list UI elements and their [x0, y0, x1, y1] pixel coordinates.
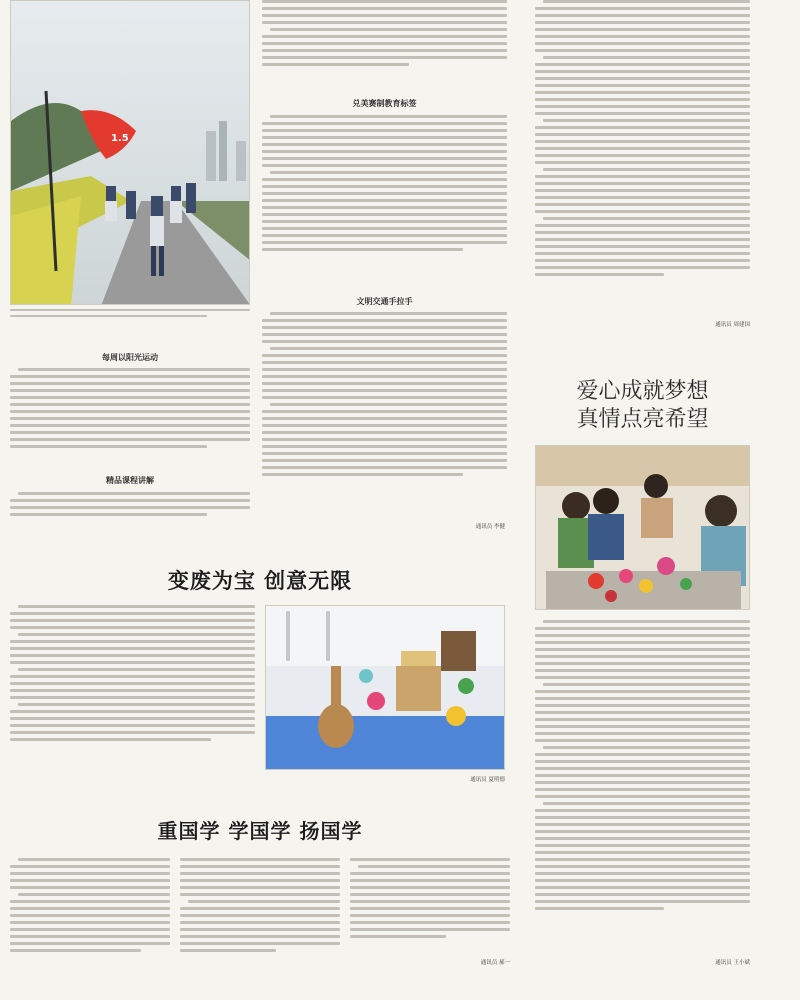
article-text [535, 620, 750, 955]
article-text [262, 115, 507, 290]
article-text [10, 858, 170, 963]
article-text [535, 0, 750, 315]
article-text [262, 312, 507, 517]
byline: 通讯员 郝一 [480, 960, 510, 966]
subhead-4: 文明交通手拉手 [356, 297, 413, 306]
kids-crafts-photo-icon [536, 446, 750, 610]
byline: 通讯员 李健 [475, 524, 505, 530]
subhead-1: 每周以阳光运动 [102, 353, 158, 362]
headline-line-2: 真情点亮希望 [576, 407, 709, 432]
headline-recycle: 变废为宝 创意无限 [167, 568, 353, 593]
students-running-with-flag-photo-icon [11, 1, 250, 305]
photo-caption [10, 309, 250, 321]
recycled-crafts-photo [265, 605, 505, 770]
recycled-crafts-photo-icon [266, 606, 505, 770]
subhead-3: 兑美赛制教育标签 [352, 99, 417, 108]
subhead-2: 精品课程讲解 [106, 476, 154, 485]
byline: 通讯员 王小斌 [715, 960, 750, 966]
photo-byline: 通讯员 夏明德 [470, 777, 505, 783]
article-text [10, 368, 250, 468]
headline-line-1: 爱心成就梦想 [576, 379, 709, 404]
article-text [262, 0, 507, 88]
headline-love [535, 378, 750, 434]
kids-crafts-photo [535, 445, 750, 610]
running-students-photo [10, 0, 250, 305]
article-text [10, 605, 255, 785]
byline: 通讯员 周建国 [715, 322, 750, 328]
flag-label: 1.5 [111, 133, 129, 144]
article-text [350, 858, 510, 953]
headline-guoxue: 重国学 学国学 扬国学 [157, 819, 363, 843]
article-text [180, 858, 340, 963]
article-text [10, 492, 250, 532]
